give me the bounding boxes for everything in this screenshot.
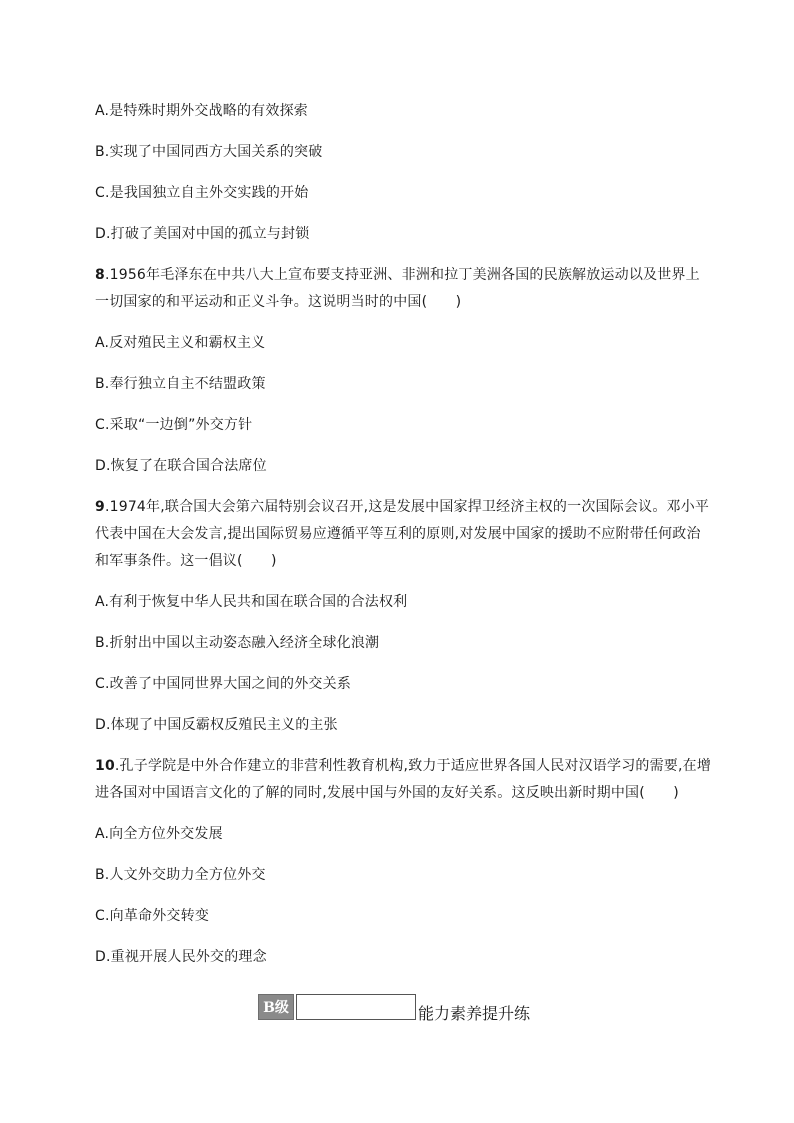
- section-header: [258, 992, 531, 1023]
- q10-stem-line2: 进各国对中国语言文化的了解的同时,发展中国与外国的友好关系。这反映出新时期中国( ): [95, 785, 679, 801]
- q7-option-b: B.实现了中国同西方大国关系的突破: [95, 144, 323, 160]
- q9-option-a: A.有利于恢复中华人民共和国在联合国的合法权利: [95, 594, 408, 610]
- q9-option-c: C.改善了中国同世界大国之间的外交关系: [95, 676, 352, 692]
- q9-number: 9: [95, 499, 105, 515]
- q8-stem-line2: 一切国家的和平运动和正义斗争。这说明当时的中国( ): [95, 294, 462, 310]
- q9-stem-line2: 代表中国在大会发言,提出国际贸易应遵循平等互利的原则,对发展中国家的援助不应附带任何政治: [95, 526, 701, 542]
- q10-number: 10: [95, 758, 115, 774]
- q10-option-a: A.向全方位外交发展: [95, 826, 223, 842]
- q8-number: 8: [95, 267, 105, 283]
- q10-option-d: D.重视开展人民外交的理念: [95, 949, 267, 965]
- q8-option-b: B.奉行独立自主不结盟政策: [95, 376, 266, 392]
- q9-option-d: D.体现了中国反霸权反殖民主义的主张: [95, 717, 338, 733]
- q9-option-b: B.折射出中国以主动姿态融入经济全球化浪潮: [95, 635, 380, 651]
- q9-stem-line1: [95, 497, 709, 517]
- q8-option-a: A.反对殖民主义和霸权主义: [95, 335, 266, 351]
- q9-stem-text1: .1974年,联合国大会第六届特别会议召开,这是发展中国家捍卫经济主权的一次国际会议。邓小平: [104, 499, 710, 515]
- q7-option-d: D.打破了美国对中国的孤立与封锁: [95, 226, 310, 242]
- q10-option-b: B.人文外交助力全方位外交: [95, 867, 266, 883]
- q10-stem-line1: [95, 756, 711, 776]
- q8-stem-line1: [95, 265, 700, 285]
- q9-stem-line3: 和军事条件。这一倡议( ): [95, 553, 277, 569]
- q10-stem-text1: .孔子学院是中外合作建立的非营利性教育机构,致力于适应世界各国人民对汉语学习的需要,在增: [114, 758, 712, 774]
- score-box: [296, 994, 416, 1020]
- section-title: 能力素养提升练: [418, 1004, 531, 1023]
- q7-option-c: C.是我国独立自主外交实践的开始: [95, 185, 309, 201]
- level-badge: B级: [258, 994, 294, 1020]
- q8-option-d: D.恢复了在联合国合法席位: [95, 458, 267, 474]
- q10-option-c: C.向革命外交转变: [95, 908, 210, 924]
- q8-option-c: C.采取“一边倒”外交方针: [95, 417, 253, 433]
- q8-stem-text1: .1956年毛泽东在中共八大上宣布要支持亚洲、非洲和拉丁美洲各国的民族解放运动以及世界上: [104, 267, 700, 283]
- q7-option-a: A.是特殊时期外交战略的有效探索: [95, 103, 308, 119]
